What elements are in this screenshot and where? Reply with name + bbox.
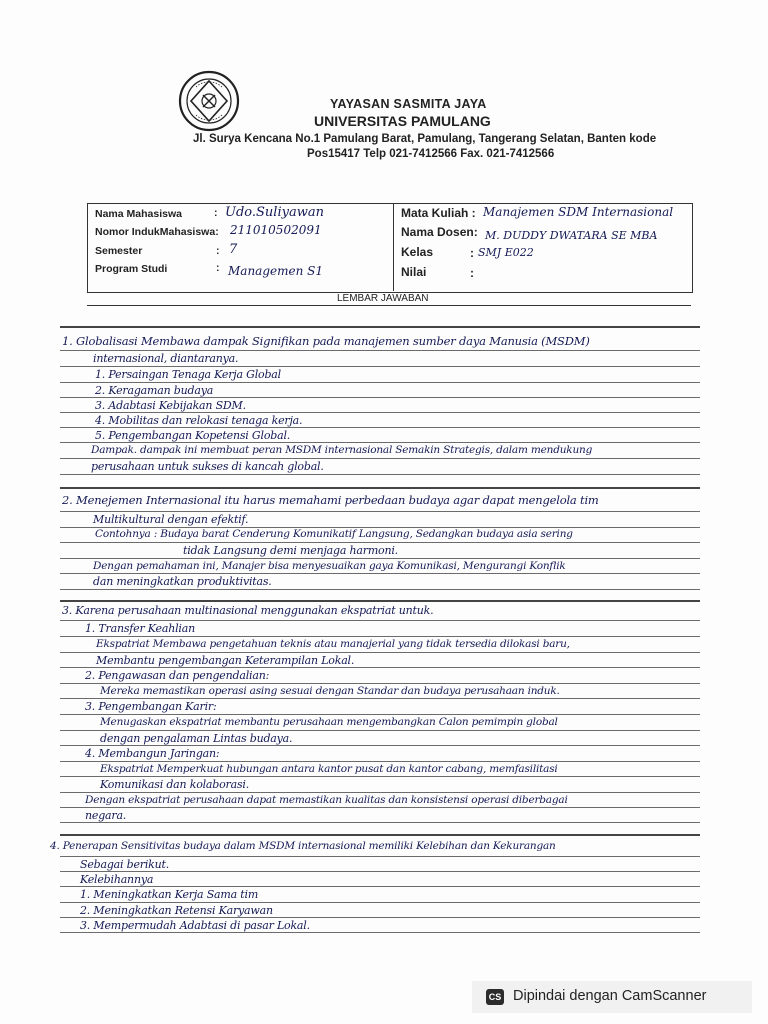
- label-program-studi: Program Studi: [95, 263, 168, 275]
- sheet-title-divider: [87, 305, 691, 306]
- ruled-line: [60, 427, 700, 428]
- ruled-line: [60, 761, 700, 762]
- answer-line: Dampak. dampak ini membuat peran MSDM internasional Semakin Strategis, dalam mendukung: [91, 444, 593, 456]
- answer-line: tidak Langsung demi menjaga harmoni.: [183, 544, 398, 557]
- ruled-line: [60, 350, 700, 351]
- ruled-line: [60, 698, 700, 699]
- ruled-line: [60, 589, 700, 590]
- ruled-line: [60, 807, 700, 808]
- address-line-2: Pos15417 Telp 021-7412566 Fax. 021-7412566: [307, 148, 555, 160]
- ruled-line: [60, 932, 700, 933]
- label-nama-mahasiswa: Nama Mahasiswa: [95, 208, 182, 220]
- ruled-line: [60, 917, 700, 918]
- answer-line: 2. Keragaman budaya: [95, 384, 214, 397]
- answer-line: 2. Menejemen Internasional itu harus memahami perbedaan budaya agar dapat mengelola tim: [62, 493, 599, 507]
- ruled-line: [60, 573, 700, 574]
- answer-line: 1. Globalisasi Membawa dampak Signifikan pada manajemen sumber daya Manusia (MSDM): [62, 334, 590, 348]
- value-program-studi: Managemen S1: [228, 264, 323, 278]
- ruled-line: [60, 620, 700, 621]
- camscanner-icon: CS: [486, 989, 504, 1005]
- value-nama-dosen: M. DUDDY DWATARA SE MBA: [485, 229, 658, 242]
- answer-line: 2. Meningkatkan Retensi Karyawan: [80, 904, 273, 917]
- answer-line: dan meningkatkan produktivitas.: [93, 575, 272, 588]
- answer-line: 1. Persaingan Tenaga Kerja Global: [95, 368, 281, 381]
- camscanner-watermark: [472, 981, 752, 1013]
- colon: :: [214, 207, 218, 219]
- answer-line: Dengan pemahaman ini, Manajer bisa menyesuaikan gaya Komunikasi, Mengurangi Konflik: [93, 560, 566, 572]
- ruled-line: [60, 636, 700, 637]
- ruled-line: [60, 834, 700, 836]
- ruled-line: [60, 667, 700, 668]
- ruled-line: [60, 542, 700, 543]
- label-kelas: Kelas: [401, 245, 434, 259]
- label-nilai: Nilai: [401, 265, 427, 279]
- colon: :: [216, 245, 220, 257]
- ruled-line: [60, 683, 700, 684]
- ruled-line: [60, 382, 700, 383]
- answer-line: negara.: [85, 809, 127, 822]
- label-nama-dosen: Nama Dosen:: [401, 225, 478, 239]
- ruled-line: [60, 902, 700, 903]
- colon: :: [470, 266, 474, 280]
- ruled-line: [60, 474, 700, 475]
- answer-line: 1. Meningkatkan Kerja Sama tim: [80, 888, 259, 901]
- answer-line: dengan pengalaman Lintas budaya.: [100, 732, 293, 745]
- ruled-line: [60, 412, 700, 413]
- ruled-line: [60, 776, 700, 777]
- foundation-name: YAYASAN SASMITA JAYA: [330, 97, 487, 111]
- ruled-line: [60, 871, 700, 872]
- answer-line: Dengan ekspatriat perusahaan dapat memastikan kualitas dan konsistensi operasi diberbagai: [85, 794, 568, 806]
- value-nomor-induk: 211010502091: [230, 223, 322, 237]
- answer-line: Ekspatriat Membawa pengetahuan teknis atau manajerial yang tidak tersedia dilokasi baru,: [96, 638, 570, 650]
- answer-line: 4. Mobilitas dan relokasi tenaga kerja.: [95, 414, 303, 427]
- answer-line: Menugaskan ekspatriat membantu perusahaan mengembangkan Calon pemimpin global: [100, 716, 558, 728]
- ruled-line: [60, 442, 700, 443]
- ruled-line: [60, 511, 700, 512]
- ruled-line: [60, 458, 700, 459]
- answer-line: 4. Membangun Jaringan:: [85, 747, 220, 760]
- university-name: UNIVERSITAS PAMULANG: [314, 113, 491, 129]
- answer-line: 5. Pengembangan Kopetensi Global.: [95, 429, 291, 442]
- ruled-line: [60, 600, 700, 602]
- answer-line: 1. Transfer Keahlian: [85, 622, 195, 635]
- value-kelas: SMJ E022: [478, 246, 534, 259]
- answer-line: Kelebihannya: [80, 873, 154, 886]
- answer-line: 2. Pengawasan dan pengendalian:: [85, 669, 270, 682]
- ruled-line: [60, 397, 700, 398]
- answer-line: 3. Mempermudah Adabtasi di pasar Lokal.: [80, 919, 310, 932]
- ruled-line: [60, 856, 700, 857]
- ruled-line: [60, 714, 700, 715]
- label-semester: Semester: [95, 245, 143, 257]
- ruled-line: [60, 792, 700, 793]
- ruled-line: [60, 822, 700, 823]
- camscanner-text: Dipindai dengan CamScanner: [513, 988, 707, 1004]
- ruled-line: [60, 366, 700, 367]
- value-mata-kuliah: Manajemen SDM Internasional: [483, 205, 674, 219]
- answer-line: Multikultural dengan efektif.: [93, 513, 249, 526]
- answer-line: internasional, diantaranya.: [93, 352, 239, 365]
- answer-line: Sebagai berikut.: [80, 858, 170, 871]
- ruled-line: [60, 730, 700, 731]
- answer-line: 3. Adabtasi Kebijakan SDM.: [95, 399, 246, 412]
- value-semester: 7: [229, 242, 238, 257]
- ruled-line: [60, 487, 700, 489]
- answer-line: Mereka memastikan operasi asing sesuai dengan Standar dan budaya perusahaan induk.: [100, 685, 560, 697]
- ruled-line: [60, 558, 700, 559]
- answer-line: 4. Penerapan Sensitivitas budaya dalam MSDM internasional memiliki Kelebihan dan Kekurangan: [50, 840, 556, 852]
- answer-line: Komunikasi dan kolaborasi.: [100, 778, 250, 791]
- value-nama-mahasiswa: Udo.Suliyawan: [225, 205, 324, 220]
- colon: :: [470, 246, 474, 260]
- sheet-title: LEMBAR JAWABAN: [337, 293, 429, 304]
- identity-box-divider: [393, 203, 394, 291]
- label-nomor-induk: Nomor IndukMahasiswa:: [95, 226, 219, 238]
- address-line-1: Jl. Surya Kencana No.1 Pamulang Barat, Pamulang, Tangerang Selatan, Banten kode: [193, 133, 657, 145]
- ruled-line: [60, 652, 700, 653]
- ruled-line: [60, 745, 700, 746]
- university-seal-logo: [178, 70, 240, 132]
- answer-line: 3. Karena perusahaan multinasional menggunakan ekspatriat untuk.: [62, 604, 434, 617]
- colon: :: [216, 262, 220, 274]
- answer-line: 3. Pengembangan Karir:: [85, 700, 217, 713]
- answer-line: Ekspatriat Memperkuat hubungan antara kantor pusat dan kantor cabang, memfasilitasi: [100, 763, 558, 775]
- label-mata-kuliah: Mata Kuliah :: [401, 206, 476, 220]
- ruled-line: [60, 326, 700, 328]
- answer-line: Membantu pengembangan Keterampilan Lokal.: [96, 654, 355, 667]
- ruled-line: [60, 886, 700, 887]
- answer-line: Contohnya : Budaya barat Cenderung Komunikatif Langsung, Sedangkan budaya asia sering: [95, 528, 573, 540]
- answer-line: perusahaan untuk sukses di kancah global.: [91, 460, 324, 473]
